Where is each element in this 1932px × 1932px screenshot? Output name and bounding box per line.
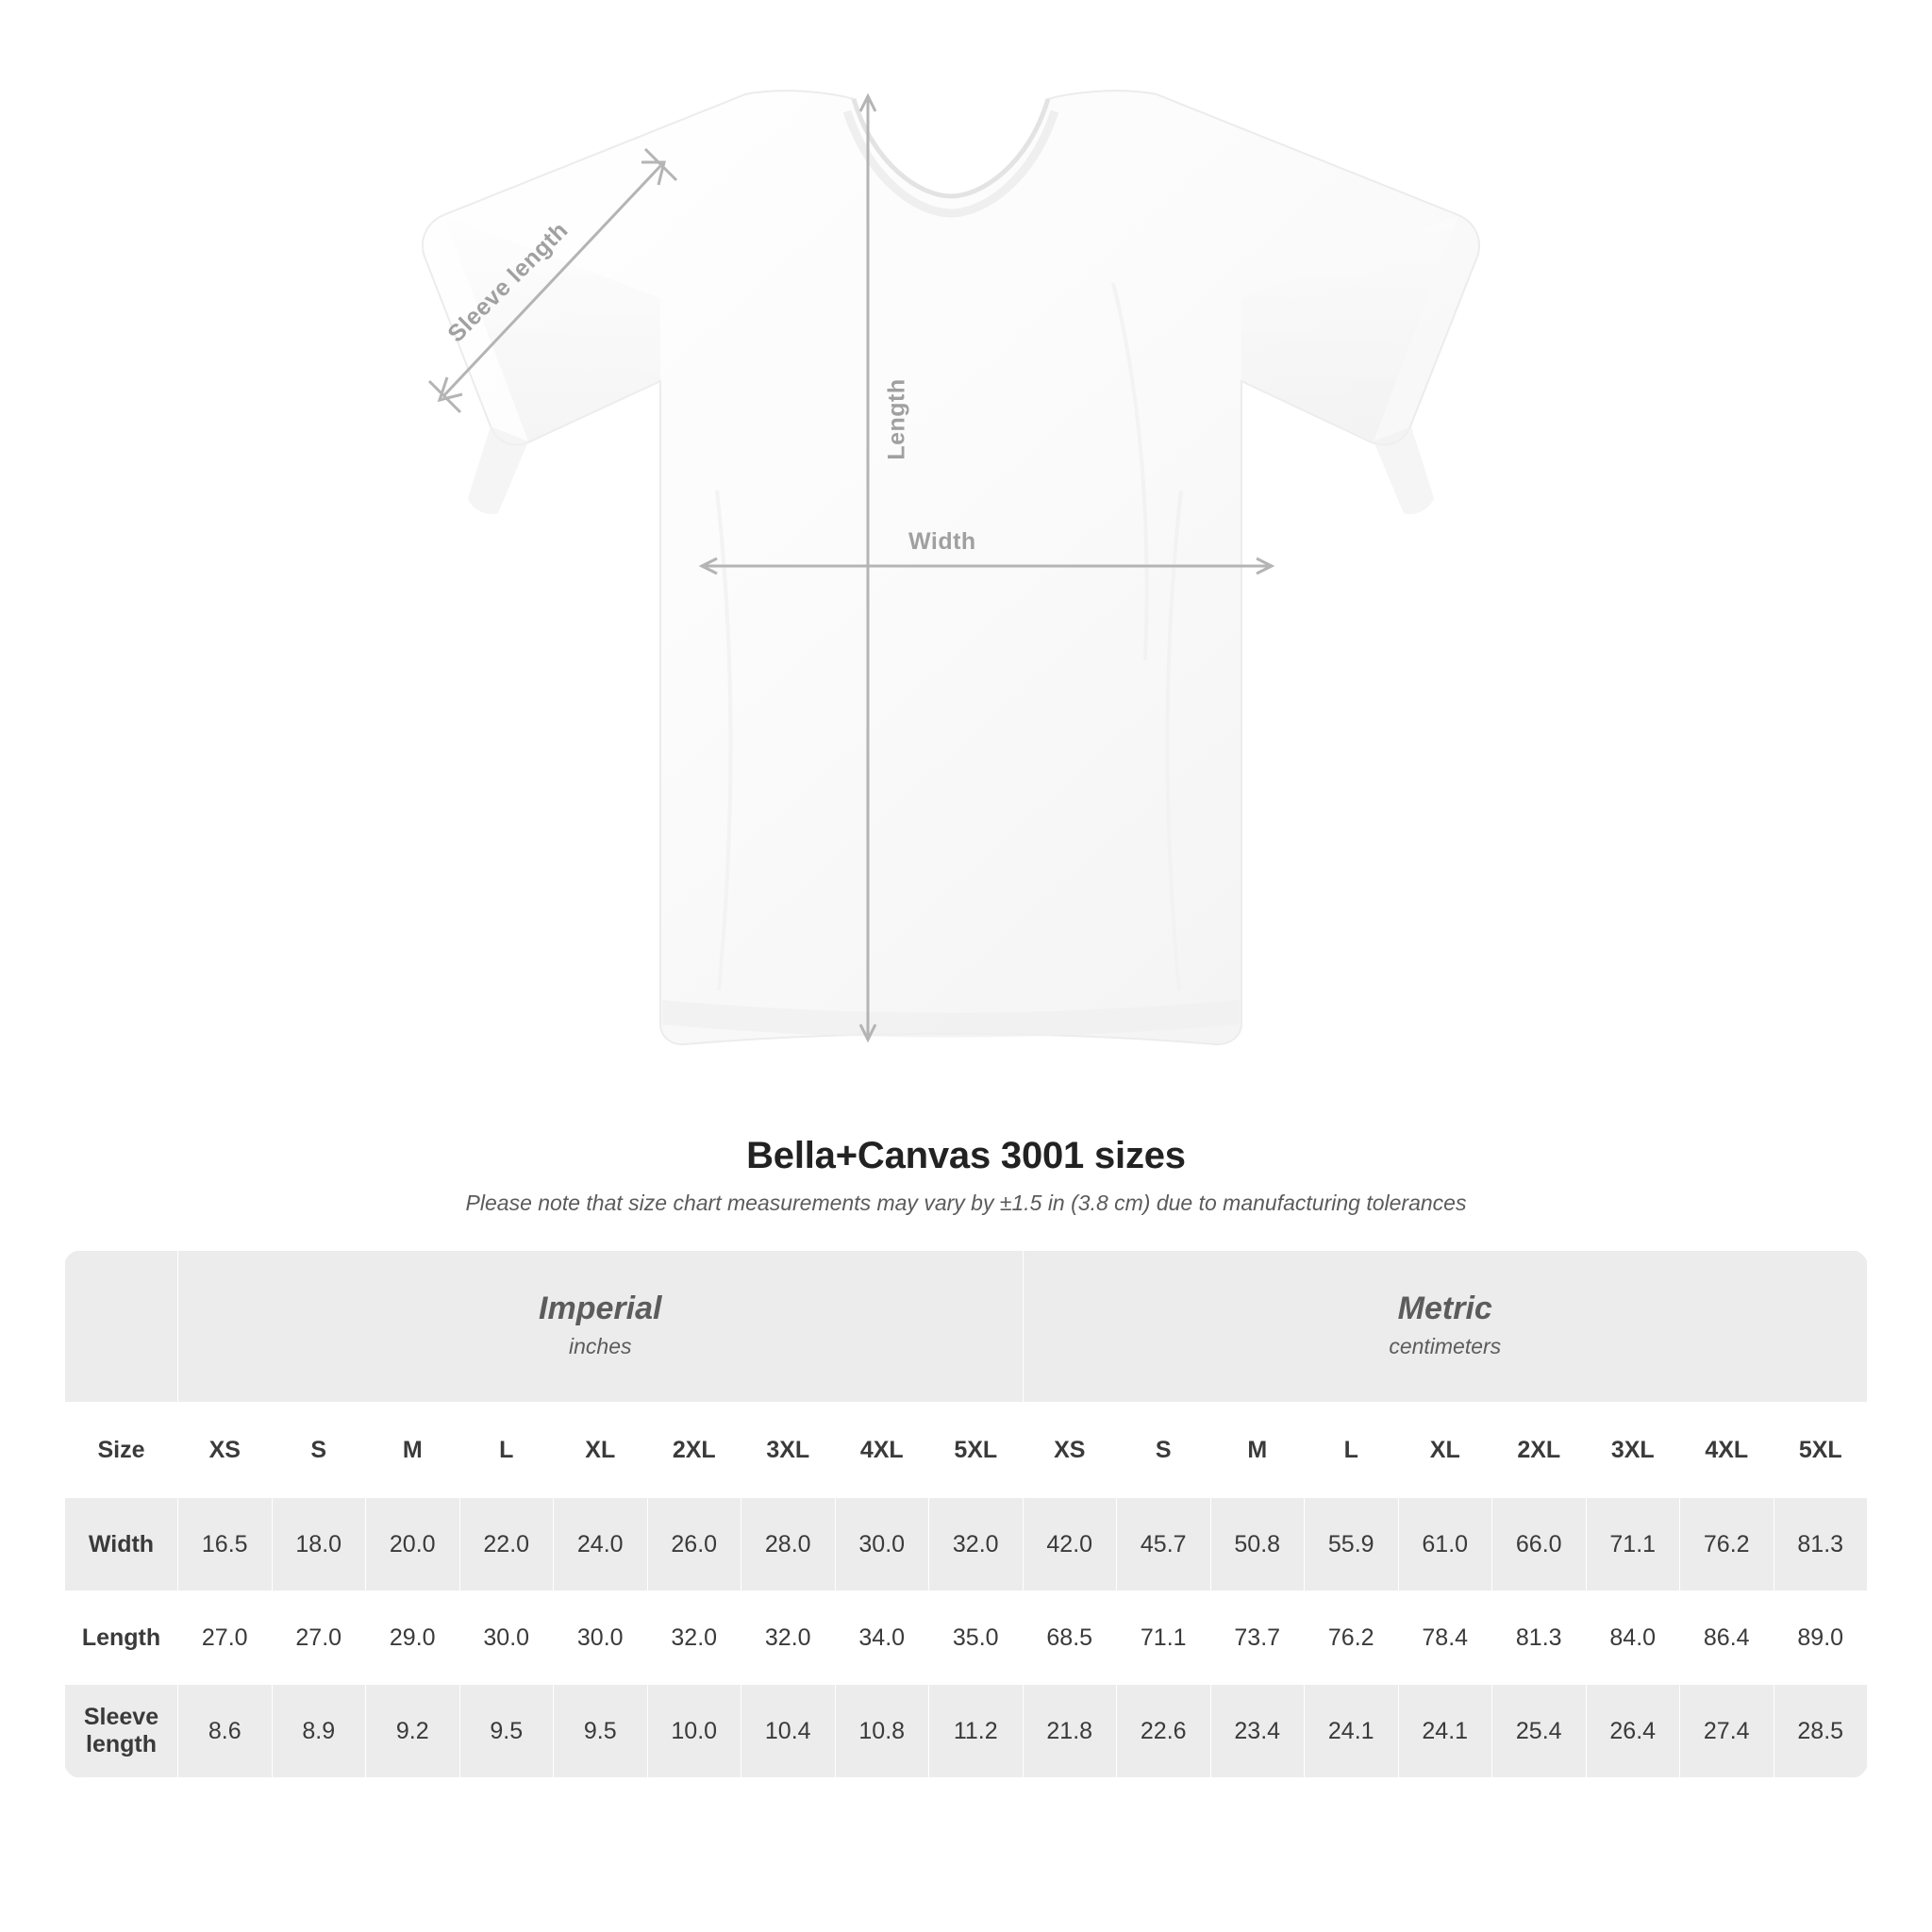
cell-metric: 28.5 xyxy=(1774,1685,1868,1778)
size-header-metric-2xl: 2XL xyxy=(1492,1403,1587,1498)
cell-metric: 23.4 xyxy=(1210,1685,1305,1778)
cell-imperial: 32.0 xyxy=(929,1498,1024,1591)
cell-imperial: 30.0 xyxy=(835,1498,929,1591)
cell-metric: 71.1 xyxy=(1117,1591,1211,1685)
cell-metric: 84.0 xyxy=(1586,1591,1680,1685)
size-header-metric-m: M xyxy=(1210,1403,1305,1498)
cell-imperial: 34.0 xyxy=(835,1591,929,1685)
cell-imperial: 27.0 xyxy=(272,1591,366,1685)
cell-metric: 78.4 xyxy=(1398,1591,1492,1685)
cell-imperial: 20.0 xyxy=(366,1498,460,1591)
cell-metric: 68.5 xyxy=(1023,1591,1117,1685)
size-header-metric-5xl: 5XL xyxy=(1774,1403,1868,1498)
cell-metric: 24.1 xyxy=(1398,1685,1492,1778)
size-header-imperial-m: M xyxy=(366,1403,460,1498)
size-header-imperial-2xl: 2XL xyxy=(647,1403,741,1498)
size-header-imperial-4xl: 4XL xyxy=(835,1403,929,1498)
cell-metric: 26.4 xyxy=(1586,1685,1680,1778)
size-header-metric-s: S xyxy=(1117,1403,1211,1498)
unit-name: Imperial xyxy=(539,1291,662,1327)
size-header-imperial-s: S xyxy=(272,1403,366,1498)
chart-heading xyxy=(0,1135,1932,1216)
cell-imperial: 16.5 xyxy=(178,1498,273,1591)
sleeve-length-label: Sleeve length xyxy=(442,216,574,348)
size-header-imperial-5xl: 5XL xyxy=(929,1403,1024,1498)
cell-imperial: 9.5 xyxy=(459,1685,554,1778)
cell-metric: 81.3 xyxy=(1492,1591,1587,1685)
size-header-metric-3xl: 3XL xyxy=(1586,1403,1680,1498)
cell-imperial: 30.0 xyxy=(459,1591,554,1685)
size-header-imperial-xs: XS xyxy=(178,1403,273,1498)
cell-metric: 50.8 xyxy=(1210,1498,1305,1591)
unit-header-metric xyxy=(1023,1251,1868,1403)
size-header-metric-l: L xyxy=(1305,1403,1399,1498)
cell-imperial: 29.0 xyxy=(366,1591,460,1685)
cell-imperial: 8.6 xyxy=(178,1685,273,1778)
cell-imperial: 8.9 xyxy=(272,1685,366,1778)
cell-imperial: 9.2 xyxy=(366,1685,460,1778)
unit-header-imperial xyxy=(178,1251,1024,1403)
row-label-sleeve-length: Sleeve length xyxy=(65,1685,178,1778)
page-title: Bella+Canvas 3001 sizes xyxy=(746,1135,1186,1176)
row-label-width: Width xyxy=(65,1498,178,1591)
table-row xyxy=(65,1685,1868,1778)
cell-metric: 24.1 xyxy=(1305,1685,1399,1778)
tolerance-note: Please note that size chart measurements may vary by ±1.5 in (3.8 cm) due to manufacturing tolerances xyxy=(465,1191,1467,1215)
cell-imperial: 30.0 xyxy=(554,1591,648,1685)
size-header-metric-xs: XS xyxy=(1023,1403,1117,1498)
size-header-metric-4xl: 4XL xyxy=(1680,1403,1774,1498)
unit-subtitle: centimeters xyxy=(1389,1333,1502,1358)
cell-imperial: 24.0 xyxy=(554,1498,648,1591)
cell-metric: 66.0 xyxy=(1492,1498,1587,1591)
width-label: Width xyxy=(908,528,976,555)
cell-metric: 76.2 xyxy=(1305,1591,1399,1685)
cell-imperial: 10.0 xyxy=(647,1685,741,1778)
unit-header-row xyxy=(65,1251,1868,1403)
cell-metric: 45.7 xyxy=(1117,1498,1211,1591)
cell-metric: 81.3 xyxy=(1774,1498,1868,1591)
cell-imperial: 10.8 xyxy=(835,1685,929,1778)
cell-metric: 42.0 xyxy=(1023,1498,1117,1591)
size-header-imperial-3xl: 3XL xyxy=(741,1403,836,1498)
table-row xyxy=(65,1498,1868,1591)
cell-imperial: 35.0 xyxy=(929,1591,1024,1685)
size-column-header: Size xyxy=(65,1403,178,1498)
cell-metric: 73.7 xyxy=(1210,1591,1305,1685)
unit-name: Metric xyxy=(1397,1291,1492,1327)
unit-band-spacer xyxy=(65,1251,178,1403)
table-row xyxy=(65,1591,1868,1685)
cell-metric: 86.4 xyxy=(1680,1591,1774,1685)
size-header-metric-xl: XL xyxy=(1398,1403,1492,1498)
cell-metric: 61.0 xyxy=(1398,1498,1492,1591)
cell-metric: 25.4 xyxy=(1492,1685,1587,1778)
cell-imperial: 26.0 xyxy=(647,1498,741,1591)
row-label-length: Length xyxy=(65,1591,178,1685)
cell-metric: 27.4 xyxy=(1680,1685,1774,1778)
cell-metric: 89.0 xyxy=(1774,1591,1868,1685)
size-header-imperial-xl: XL xyxy=(554,1403,648,1498)
size-table xyxy=(64,1250,1868,1778)
cell-imperial: 18.0 xyxy=(272,1498,366,1591)
cell-metric: 55.9 xyxy=(1305,1498,1399,1591)
cell-metric: 21.8 xyxy=(1023,1685,1117,1778)
cell-imperial: 11.2 xyxy=(929,1685,1024,1778)
unit-subtitle: inches xyxy=(569,1333,632,1358)
cell-metric: 76.2 xyxy=(1680,1498,1774,1591)
cell-metric: 22.6 xyxy=(1117,1685,1211,1778)
size-header-imperial-l: L xyxy=(459,1403,554,1498)
cell-imperial: 10.4 xyxy=(741,1685,836,1778)
size-header-row xyxy=(65,1403,1868,1498)
cell-imperial: 9.5 xyxy=(554,1685,648,1778)
cell-metric: 71.1 xyxy=(1586,1498,1680,1591)
size-table-wrapper xyxy=(64,1250,1868,1778)
cell-imperial: 32.0 xyxy=(741,1591,836,1685)
cell-imperial: 32.0 xyxy=(647,1591,741,1685)
length-label: Length xyxy=(883,378,910,460)
cell-imperial: 28.0 xyxy=(741,1498,836,1591)
cell-imperial: 22.0 xyxy=(459,1498,554,1591)
cell-imperial: 27.0 xyxy=(178,1591,273,1685)
